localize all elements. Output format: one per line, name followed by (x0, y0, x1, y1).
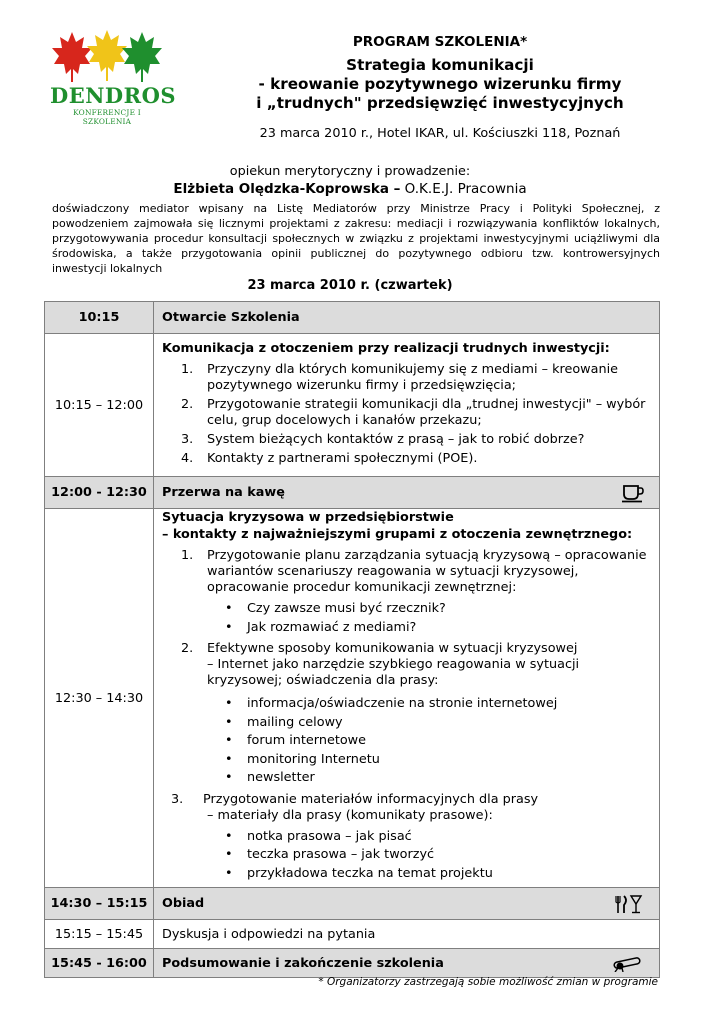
title-line-3: i „trudnych" przedsięwzięć inwestycyjnych (256, 94, 624, 112)
item-number: 3. (181, 432, 194, 447)
bullet-item: • teczka prasowa – jak tworzyć (162, 846, 653, 865)
coffee-cup-icon (621, 483, 645, 503)
bullet-list (162, 695, 653, 788)
item-number: 4. (181, 451, 194, 466)
time-cell: 14:30 – 15:15 (45, 888, 154, 920)
item-text: Kontakty z partnerami społecznymi (POE). (207, 451, 478, 466)
bullet-item: • informacja/oświadczenie na stronie internetowej (162, 695, 653, 714)
bullet-item: • mailing celowy (162, 714, 653, 733)
date-heading: 23 marca 2010 r. (czwartek) (247, 278, 453, 293)
bullet-item: • newsletter (162, 769, 653, 788)
item-text: Przygotowanie planu zarządzania sytuacją kryzysową – opracowanie wariantów scenariuszy reagowania w sytuacji kryzysowej, opracowanie procedur komunikacji zewnętrznej: (207, 548, 647, 595)
schedule-row (45, 477, 660, 509)
list-item (162, 451, 653, 467)
activity-cell (154, 477, 660, 509)
list-item (162, 362, 653, 394)
bullet-list (162, 828, 653, 884)
bullet-item: • forum internetowe (162, 732, 653, 751)
schedule-row (45, 334, 660, 477)
bullet-item: • przykładowa teczka na temat projektu (162, 865, 653, 884)
schedule-row (45, 949, 660, 978)
activity-cell (154, 334, 660, 477)
footnote: * Organizatorzy zastrzegają sobie możliwość zmian w programie (318, 976, 658, 988)
item-text: System bieżących kontaktów z prasą – jak to robić dobrze? (207, 432, 585, 447)
bullet-item: • monitoring Internetu (162, 751, 653, 770)
numbered-list (162, 548, 653, 883)
list-item (162, 548, 653, 637)
cutlery-glass-icon (615, 894, 645, 914)
item-text-line-2: – materiały dla prasy (komunikaty prasowe): (207, 807, 493, 823)
bullet-item: • Czy zawsze musi być rzecznik? (162, 600, 653, 619)
host-bio: doświadczony mediator wpisany na Listę Mediatorów przy Ministrze Pracy i Polityki Społecznej, z powodzeniem zajmowała się licznymi projektami z zakresu: mediacji i rozwiązywania konfliktów lokalnych, przygotowywania procedur konsultacji społecznych w związku z projektami inwestycyjnymi uciążliwymi dla środowiska, a także przygotowania opinii publicznej do pozytywnego odbioru tzw. kontrowersyjnych inwestycji lokalnych (52, 202, 660, 275)
activity-cell (154, 888, 660, 920)
item-number: 1. (181, 548, 194, 563)
host-name: Elżbieta Olędzka-Koprowska – (173, 181, 401, 197)
time-cell: 10:15 – 12:00 (45, 334, 154, 477)
schedule-row (45, 888, 660, 920)
time-cell: 12:00 - 12:30 (45, 477, 154, 509)
training-title (200, 56, 680, 113)
list-item (162, 432, 653, 448)
time-cell: 15:45 - 16:00 (45, 949, 154, 978)
item-number: 2. (181, 397, 194, 412)
bullet-list (162, 600, 653, 637)
schedule-row (45, 509, 660, 888)
bullet-item: • notka prasowa – jak pisać (162, 828, 653, 847)
certificate-scroll-icon (611, 954, 645, 972)
list-item (162, 397, 653, 429)
event-info: 23 marca 2010 r., Hotel IKAR, ul. Kościuszki 118, Poznań (259, 126, 621, 141)
time-cell: 10:15 (45, 302, 154, 334)
item-number: 2. (181, 641, 194, 656)
item-text: Przyczyny dla których komunikujemy się z mediami – kreowanie pozytywnego wizerunku firmy i przedsięwzięcia; (207, 362, 619, 393)
host-label: opiekun merytoryczny i prowadzenie: (229, 164, 471, 179)
activity-cell: Otwarcie Szkolenia (154, 302, 660, 334)
activity-cell (154, 509, 660, 888)
activity-title: Obiad (162, 896, 205, 911)
logo-wordmark: DENDROS (50, 83, 177, 108)
activity-title: Przerwa na kawę (162, 485, 285, 500)
item-text: Przygotowanie strategii komunikacji dla „trudnej inwestycji" – wybór celu, grup docelowych i kanałów przekazu; (207, 397, 646, 428)
activity-title: Podsumowanie i zakończenie szkolenia (162, 955, 444, 971)
time-cell: 15:15 – 15:45 (45, 920, 154, 949)
item-text-line-1: Efektywne sposoby komunikowania w sytuacji kryzysowej (207, 641, 578, 656)
yellow-leaf-icon (87, 30, 127, 81)
bullet-item: • Jak rozmawiać z mediami? (162, 619, 653, 638)
schedule-table (44, 301, 660, 978)
list-item (162, 792, 653, 884)
section-title: Komunikacja z otoczeniem przy realizacji trudnych inwestycji: (162, 341, 610, 356)
section-title-line-1: Sytuacja kryzysowa w przedsiębiorstwie (162, 510, 454, 525)
schedule-row (45, 302, 660, 334)
section-title-line-2: – kontakty z najważniejszymi grupami z otoczenia zewnętrznego: (162, 527, 633, 542)
host-name-line (150, 181, 550, 197)
host-org: O.K.E.J. Pracownia (400, 181, 527, 197)
activity-cell (154, 949, 660, 978)
time-cell: 12:30 – 14:30 (45, 509, 154, 888)
item-text-line-1: Przygotowanie materiałów informacyjnych dla prasy (203, 791, 539, 807)
item-number: 1. (181, 362, 194, 377)
activity-cell: Dyskusja i odpowiedzi na pytania (154, 920, 660, 949)
list-item (162, 641, 653, 788)
logo-subtitle: KONFERENCJE I SZKOLENIA (73, 108, 141, 126)
title-line-1: Strategia komunikacji (346, 56, 534, 74)
green-leaf-icon (122, 32, 162, 82)
program-title: PROGRAM SZKOLENIA* (352, 34, 528, 50)
numbered-list (162, 362, 653, 467)
item-number: 3. (171, 791, 184, 807)
red-leaf-icon (52, 32, 92, 82)
item-text-line-2: – Internet jako narzędzie szybkiego reagowania w sytuacji kryzysowej; oświadczenia dla prasy: (207, 657, 580, 688)
title-line-2: - kreowanie pozytywnego wizerunku firmy (258, 75, 622, 93)
schedule-row (45, 920, 660, 949)
